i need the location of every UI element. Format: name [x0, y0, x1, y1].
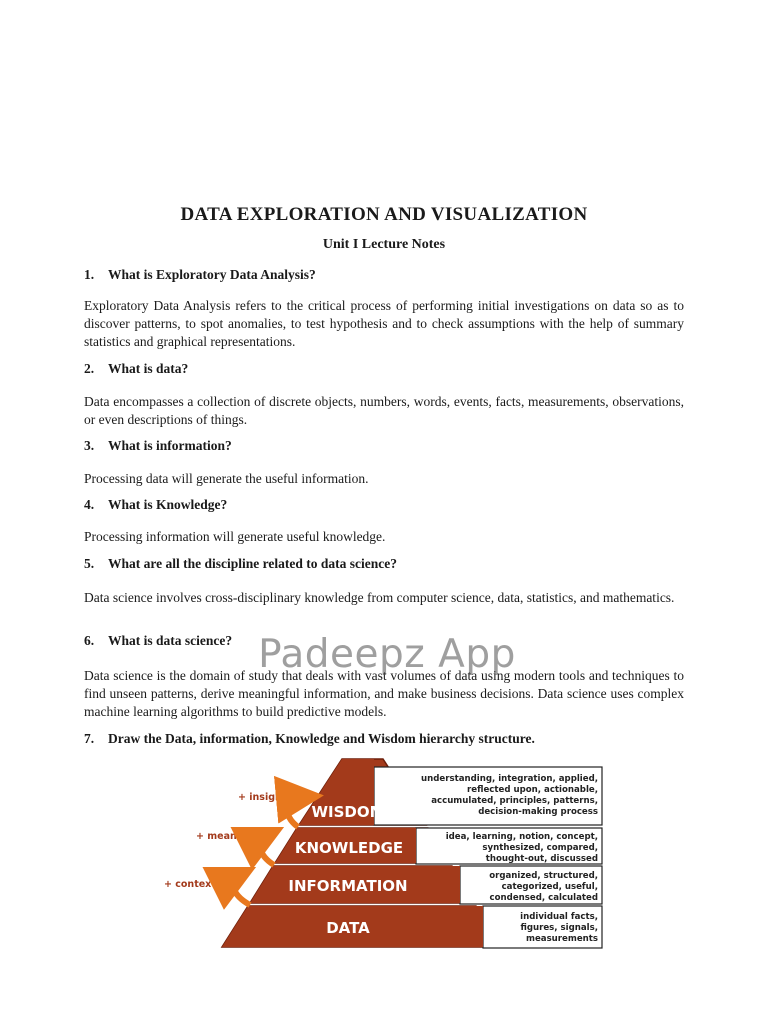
desc-information-line-2: categorized, useful,	[501, 882, 598, 892]
answer-2: Data encompasses a collection of discrete objects, numbers, words, events, facts, measurements, observations, or even descriptions of things.	[84, 394, 684, 427]
answer-5: Data science involves cross-disciplinary knowledge from computer science, data, statistics, and mathematics.	[84, 590, 675, 605]
arrow-context	[233, 875, 250, 905]
watermark: Padeepz App	[258, 632, 516, 677]
answer-1: Exploratory Data Analysis refers to the critical process of performing initial investigations on data so as to discover patterns, to spot anomalies, to test hypothesis and to check assumptions with the help of summary statistics and graphical representations.	[84, 298, 684, 349]
question-number: 6.	[84, 633, 95, 648]
desc-wisdom-line-1: understanding, integration, applied,	[421, 774, 598, 784]
question-text: What is data?	[108, 361, 189, 376]
question-number: 4.	[84, 497, 95, 512]
desc-knowledge-line-1: idea, learning, notion, concept,	[445, 832, 598, 842]
question-4	[84, 497, 227, 513]
desc-information-line-3: condensed, calculated	[489, 893, 598, 903]
desc-wisdom-line-4: decision-making process	[478, 807, 598, 817]
dikw-pyramid	[160, 755, 610, 955]
desc-data-line-2: figures, signals,	[520, 923, 598, 933]
document-title: DATA EXPLORATION AND VISUALIZATION	[180, 204, 588, 225]
pyramid-label-data: DATA	[326, 919, 370, 937]
question-3	[84, 438, 232, 454]
question-7	[84, 731, 535, 747]
desc-knowledge-line-2: synthesized, compared,	[482, 843, 598, 853]
question-text: What is Exploratory Data Analysis?	[108, 267, 316, 282]
answer-3: Processing data will generate the useful information.	[84, 471, 369, 486]
question-1	[84, 267, 316, 283]
document-subtitle: Unit I Lecture Notes	[322, 237, 446, 252]
side-label-meaning: + meaning	[196, 831, 254, 842]
side-label-insight: + insight	[238, 792, 287, 803]
desc-wisdom-line-3: accumulated, principles, patterns,	[431, 796, 598, 806]
question-2	[84, 361, 188, 377]
question-number: 1.	[84, 267, 95, 282]
desc-information-line-1: organized, structured,	[489, 871, 598, 881]
answer-6: Data science is the domain of study that deals with vast volumes of data using modern tools and techniques to find unseen patterns, derive meaningful information, and make business decisions. Data science uses complex machine learning algorithms to build predictive models.	[84, 668, 684, 719]
question-text: Draw the Data, information, Knowledge and Wisdom hierarchy structure.	[108, 731, 535, 746]
question-6	[84, 633, 232, 649]
question-number: 2.	[84, 361, 95, 376]
arrow-meaning	[260, 835, 274, 865]
desc-data-line-3: measurements	[525, 934, 598, 944]
question-text: What are all the discipline related to data science?	[108, 556, 397, 571]
question-number: 5.	[84, 556, 95, 571]
pyramid-label-knowledge: KNOWLEDGE	[294, 839, 404, 857]
side-label-context: + context	[164, 879, 216, 890]
question-5	[84, 556, 397, 572]
pyramid-label-wisdom: WISDOM	[311, 803, 385, 821]
pyramid-label-information: INFORMATION	[288, 877, 408, 895]
desc-data-line-1: individual facts,	[520, 912, 598, 922]
question-text: What is Knowledge?	[108, 497, 228, 512]
question-number: 3.	[84, 438, 95, 453]
answer-4: Processing information will generate useful knowledge.	[84, 529, 386, 544]
desc-wisdom-line-2: reflected upon, actionable,	[467, 785, 598, 795]
question-text: What is data science?	[108, 633, 233, 648]
question-number: 7.	[84, 731, 95, 746]
question-text: What is information?	[108, 438, 232, 453]
desc-knowledge-line-3: thought-out, discussed	[485, 854, 598, 864]
